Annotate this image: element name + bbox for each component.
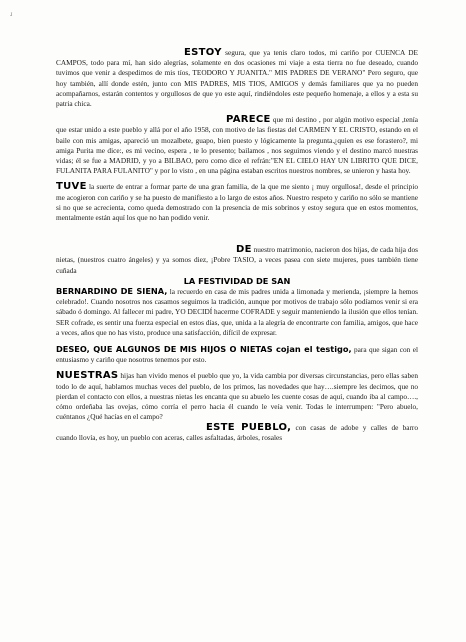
paragraph-text: con casas de adobe y calles de barro cuando llovía, es hoy, un pueblo con aceras, calles asfaltadas, árboles, rosales (56, 422, 418, 442)
document-body (56, 48, 418, 443)
paragraph-de (56, 245, 418, 276)
lead-phrase-bernardino: BERNARDINO DE SIENA, (56, 286, 168, 297)
lead-word-este-pueblo: ESTE PUEBLO, (206, 421, 292, 433)
paragraph-text: hijas han vivido menos el pueblo que yo, la vida cambia por diversas circunstancias, pero ellas saben todo lo de aquí, hablamos muchas veces del pueblo, de los primos, las novedades que hay….siempre les decimos, que no pierdan el contacto con ellos, a nuestras nietas les encanta que su abuelo les cuente cosas de aquí, cuando iba al campo…., cómo ordeñaba las ovejas, cómo corría el perro hacia él cuando le veía venir. Todas le interrumpen: "Pero abuelo, cuéntanos ¿Qué hacías en el campo? (56, 371, 418, 422)
corner-mark: ɹ (10, 10, 13, 18)
lead-word-estoy: ESTOY (184, 47, 222, 58)
lead-word-nuestras: NUESTRAS (56, 370, 119, 382)
lead-word-tuve: TUVE (56, 181, 87, 193)
paragraph-estoy (56, 48, 418, 109)
paragraph-text: la suerte de entrar a formar parte de una gran familia, de la que me siento ¡ muy orgullosa!, desde el principio me acogieron con cariño y se ha puesto de manifiesto a lo largo de estos años. Nuestro respeto y cariño no sólo se mantiene si no que se acrecienta, como queda demostrado con la presencia de mis sobrinos y estoy segura que en estos momentos, mentalmente están aquí los que no han podido venir. (56, 182, 418, 223)
paragraph-nuestras (56, 371, 418, 422)
lead-word-parece: PARECE (226, 114, 271, 126)
paragraph-text: la recuerdo en casa de mis padres unida a limonada y merienda, ¡siempre la hemos celebrado!. Cuando nosotros nos casamos seguimos la tradición, aunque por motivos de trabajo sólo podíamos venir si era sábado ó domingo. Al fallecer mi padre, YO DECIDÍ hacerme COFRADE y seguir manteniendo la ilusión que ellos tenían. SER cofrade, es sentir una fuerza especial en estos días, que, unida a la alegría de encontrarte con familia, amigos, que hace a veces, años que no has visto, produce una satisfacción, difícil de expresar. (56, 287, 418, 337)
paragraph-este-pueblo (56, 423, 418, 443)
lead-phrase-deseo: DESEO, QUE ALGUNOS DE MIS HIJOS O NIETAS cojan el testigo, (56, 344, 352, 355)
lead-word-de: DE (236, 244, 252, 256)
paragraph-text: segura, que ya tenis claro todos, mi cariño por CUENCA DE CAMPOS, todo para mí, han sido alegrías, solamente en dos ocasiones mi viaje a esta tierra no fue deseado, cuando tuvimos que venir a despedimos de mis tíos, TEODORO Y JUANITA." MIS PADRES DE VERANO" Pero seguro, que hoy también, allí donde estén, junto con MIS PADRES, MIS TIOS, AMIGOS y demás familiares que ya no pueden acompañarnos, estarán contentos y orgullosos de que yo este aquí, rindiéndoles este pequeño homenaje, a ellos y a esta su patria chica. (56, 48, 418, 109)
section-heading: LA FESTIVIDAD DE SAN (183, 275, 291, 286)
paragraph-text: nuestro matrimonio, nacieron dos hijas, de cada hija dos nietas, (nuestros cuatro ángeles) y ya somos diez, ¡Pobre TASIO, a veces pasea con siete mujeres, pues también tiene cuñada (56, 245, 418, 275)
paragraph-bernardino (56, 286, 418, 338)
paragraph-deseo (56, 344, 418, 365)
paragraph-text: que mi destino , por algún motivo especial ,tenía que estar unido a este pueblo y allá por el año 1958, con motivo de las fiestas del CARMEN Y EL CRISTO, estando en el baile con mis amigas, apareció un mozalbete, guapo, bien puesto y lógicamente la pregunta.¿quien es ese forastero?, mi amiga Purita me dice:, es mi vecino, espera , te lo presento; bailamos , nos seguimos viendo y el destino marcó nuestras vidas; él se fue a MADRID, y yo a BILBAO, pero como dice el refrán:"EN EL CIELO HAY UN LIBRITO QUE DICE, FULANITA PARA FULANITO" y por lo visto , en una página estaban escritos nuestros nombres, se unieron y hasta hoy. (56, 115, 418, 176)
paragraph-text: para que sigan con el entusiasmo y cariño que nosotros tenemos por esto. (56, 345, 418, 365)
paragraph-tuve (56, 182, 418, 223)
paragraph-parece (56, 115, 418, 176)
